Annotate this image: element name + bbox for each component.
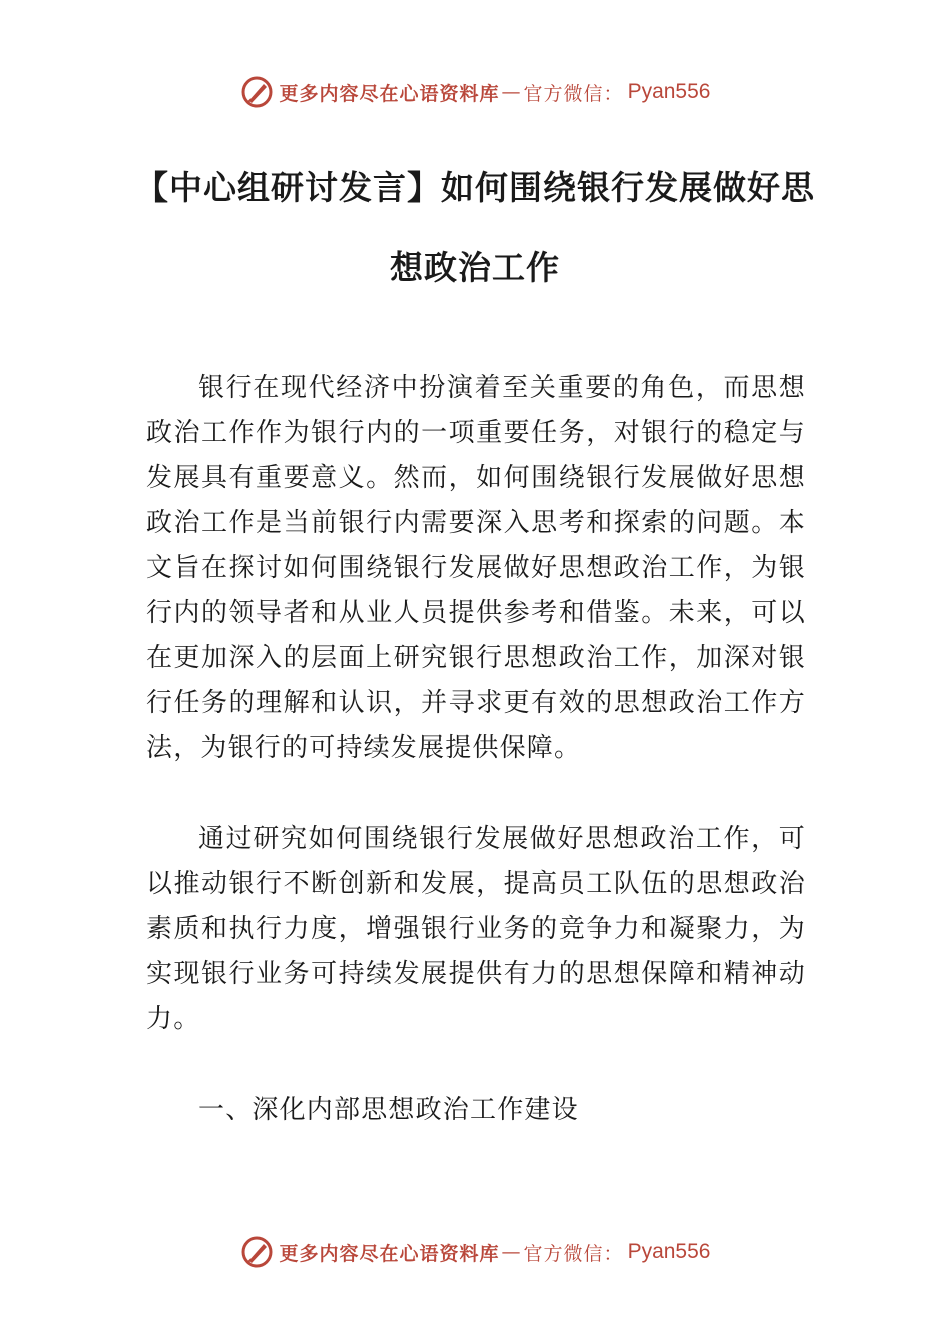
header-banner: [0, 72, 950, 112]
banner-handle: Pyan556: [627, 80, 711, 103]
section-heading: 一、深化内部思想政治工作建设: [198, 1095, 579, 1125]
banner-brand: 更多内容尽在心语资料库: [279, 82, 500, 105]
banner-handle: Pyan556: [627, 1240, 711, 1263]
body-paragraph: 通过研究如何围绕银行发展做好思想政治工作，可以推动银行不断创新和发展，提高员工队伍的思想政治素质和执行力度，增强银行业务的竞争力和凝聚力，为实现银行业务可持续发展提供有力的思想保障和精神动力。: [146, 824, 806, 1034]
footer-banner: [0, 1232, 950, 1272]
document-body: [146, 366, 806, 1133]
banner-brand: 更多内容尽在心语资料库: [279, 1242, 500, 1265]
banner-wechat-label: 官方微信：: [523, 1242, 624, 1265]
banner-wechat-label: 官方微信：: [523, 82, 624, 105]
banner-separator: —: [501, 1241, 522, 1263]
document-title: 【中心组研讨发言】如何围绕银行发展做好思想政治工作: [135, 168, 815, 287]
quill-logo-icon: [240, 75, 274, 109]
body-paragraph: 银行在现代经济中扮演着至关重要的角色，而思想政治工作作为银行内的一项重要任务，对银行的稳定与发展具有重要意义。然而，如何围绕银行发展做好思想政治工作是当前银行内需要深入思考和探索的问题。本文旨在探讨如何围绕银行发展做好思想政治工作，为银行内的领导者和从业人员提供参考和借鉴。未来，可以在更加深入的层面上研究银行思想政治工作，加深对银行任务的理解和认识，并寻求更有效的思想政治工作方法，为银行的可持续发展提供保障。: [146, 373, 806, 763]
banner-separator: —: [501, 81, 522, 103]
quill-logo-icon: [240, 1235, 274, 1269]
